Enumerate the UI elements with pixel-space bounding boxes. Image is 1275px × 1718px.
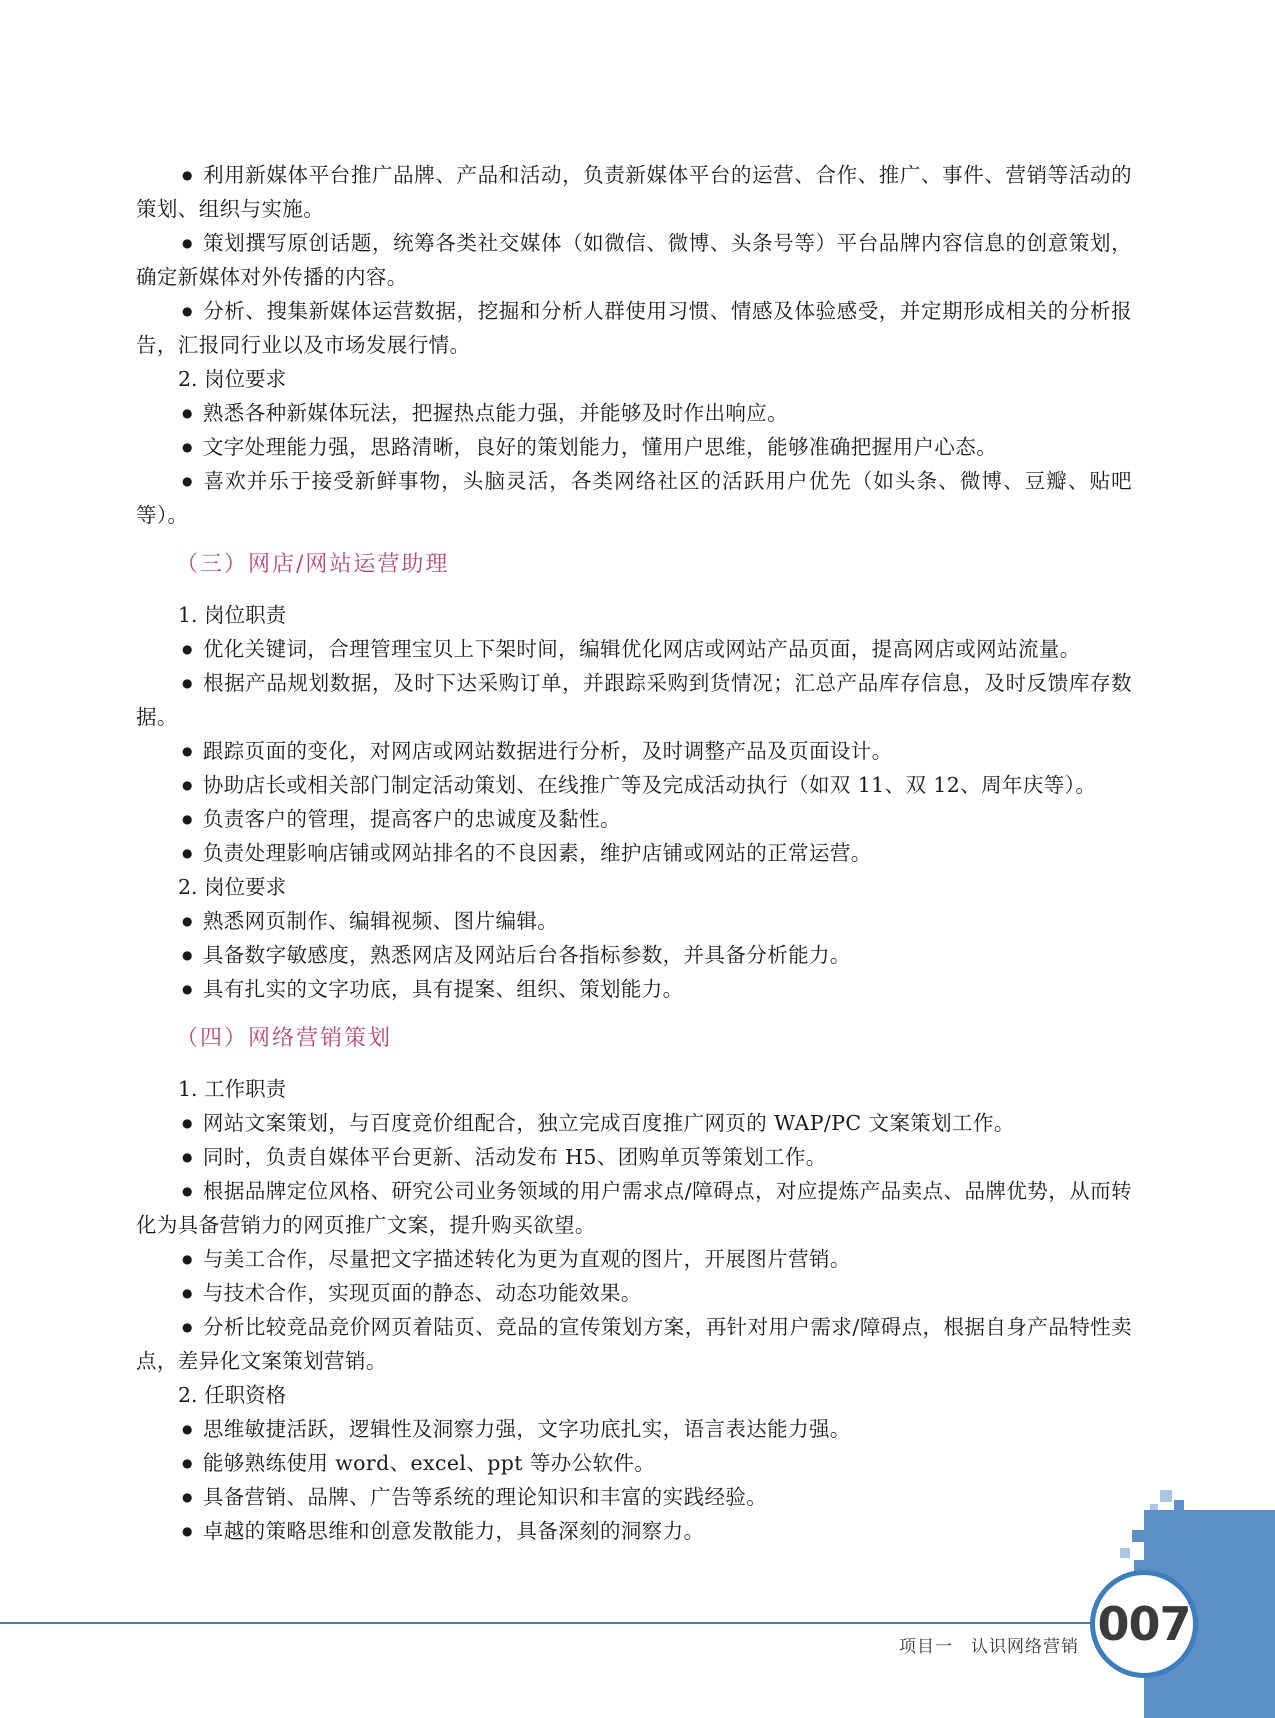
list-item: ● 网站文案策划，与百度竞价组配合，独立完成百度推广网页的 WAP/PC 文案策划工作。 bbox=[136, 1106, 1132, 1140]
list-item: ● 策划撰写原创话题，统筹各类社交媒体（如微信、微博、头条号等）平台品牌内容信息的创意策划，确定新媒体对外传播的内容。 bbox=[136, 226, 1132, 294]
page-body bbox=[136, 158, 1132, 1548]
section-heading: （三）网店/网站运营助理 bbox=[176, 552, 450, 577]
list-item: ● 熟悉网页制作、编辑视频、图片编辑。 bbox=[136, 904, 1132, 938]
subsection-title: 2. 岗位要求 bbox=[178, 367, 287, 391]
section-heading: （四）网络营销策划 bbox=[176, 1026, 393, 1051]
list-item: ● 分析比较竞品竞价网页着陆页、竞品的宣传策划方案，再针对用户需求/障碍点，根据自身产品特性卖点，差异化文案策划营销。 bbox=[136, 1310, 1132, 1378]
list-item: ● 熟悉各种新媒体玩法，把握热点能力强，并能够及时作出响应。 bbox=[136, 396, 1132, 430]
list-item: ● 优化关键词，合理管理宝贝上下架时间，编辑优化网店或网站产品页面，提高网店或网站流量。 bbox=[136, 632, 1132, 666]
page-number-badge bbox=[1090, 1570, 1198, 1678]
decor-pixel bbox=[1160, 1490, 1172, 1502]
chapter-label: 项目一 认识网络营销 bbox=[899, 1637, 1079, 1657]
page-number: 007 bbox=[1097, 1597, 1191, 1651]
list-item: ● 具备营销、品牌、广告等系统的理论知识和丰富的实践经验。 bbox=[136, 1480, 1132, 1514]
list-item: ● 根据品牌定位风格、研究公司业务领域的用户需求点/障碍点，对应提炼产品卖点、品牌优势，从而转化为具备营销力的网页推广文案，提升购买欲望。 bbox=[136, 1174, 1132, 1242]
list-item: ● 分析、搜集新媒体运营数据，挖掘和分析人群使用习惯、情感及体验感受，并定期形成相关的分析报告，汇报同行业以及市场发展行情。 bbox=[136, 294, 1132, 362]
decor-pixel bbox=[1132, 1530, 1144, 1542]
list-item: ● 具有扎实的文字功底，具有提案、组织、策划能力。 bbox=[136, 972, 1132, 1006]
list-item: ● 具备数字敏感度，熟悉网店及网站后台各指标参数，并具备分析能力。 bbox=[136, 938, 1132, 972]
subsection-title: 1. 工作职责 bbox=[178, 1077, 287, 1101]
footer-divider bbox=[0, 1622, 1110, 1624]
subsection-title: 1. 岗位职责 bbox=[178, 603, 287, 627]
list-item: ● 跟踪页面的变化，对网店或网站数据进行分析，及时调整产品及页面设计。 bbox=[136, 734, 1132, 768]
list-item: ● 与美工合作，尽量把文字描述转化为更为直观的图片，开展图片营销。 bbox=[136, 1242, 1132, 1276]
subsection-title: 2. 任职资格 bbox=[178, 1383, 287, 1407]
decor-pixel bbox=[1120, 1548, 1130, 1558]
list-item: ● 与技术合作，实现页面的静态、动态功能效果。 bbox=[136, 1276, 1132, 1310]
list-item: ● 协助店长或相关部门制定活动策划、在线推广等及完成活动执行（如双 11、双 12、周年庆等）。 bbox=[136, 768, 1132, 802]
subsection-title: 2. 岗位要求 bbox=[178, 875, 287, 899]
list-item: ● 根据产品规划数据，及时下达采购订单，并跟踪采购到货情况；汇总产品库存信息，及时反馈库存数据。 bbox=[136, 666, 1132, 734]
list-item: ● 能够熟练使用 word、excel、ppt 等办公软件。 bbox=[136, 1446, 1132, 1480]
decor-pixel bbox=[1174, 1500, 1184, 1510]
list-item: ● 负责处理影响店铺或网站排名的不良因素，维护店铺或网站的正常运营。 bbox=[136, 836, 1132, 870]
list-item: ● 卓越的策略思维和创意发散能力，具备深刻的洞察力。 bbox=[136, 1514, 1132, 1548]
list-item: ● 文字处理能力强，思路清晰，良好的策划能力，懂用户思维，能够准确把握用户心态。 bbox=[136, 430, 1132, 464]
list-item: ● 喜欢并乐于接受新鲜事物，头脑灵活，各类网络社区的活跃用户优先（如头条、微博、豆瓣、贴吧等）。 bbox=[136, 464, 1132, 532]
list-item: ● 利用新媒体平台推广品牌、产品和活动，负责新媒体平台的运营、合作、推广、事件、营销等活动的策划、组织与实施。 bbox=[136, 158, 1132, 226]
list-item: ● 同时，负责自媒体平台更新、活动发布 H5、团购单页等策划工作。 bbox=[136, 1140, 1132, 1174]
list-item: ● 负责客户的管理，提高客户的忠诚度及黏性。 bbox=[136, 802, 1132, 836]
list-item: ● 思维敏捷活跃，逻辑性及洞察力强，文字功底扎实，语言表达能力强。 bbox=[136, 1412, 1132, 1446]
